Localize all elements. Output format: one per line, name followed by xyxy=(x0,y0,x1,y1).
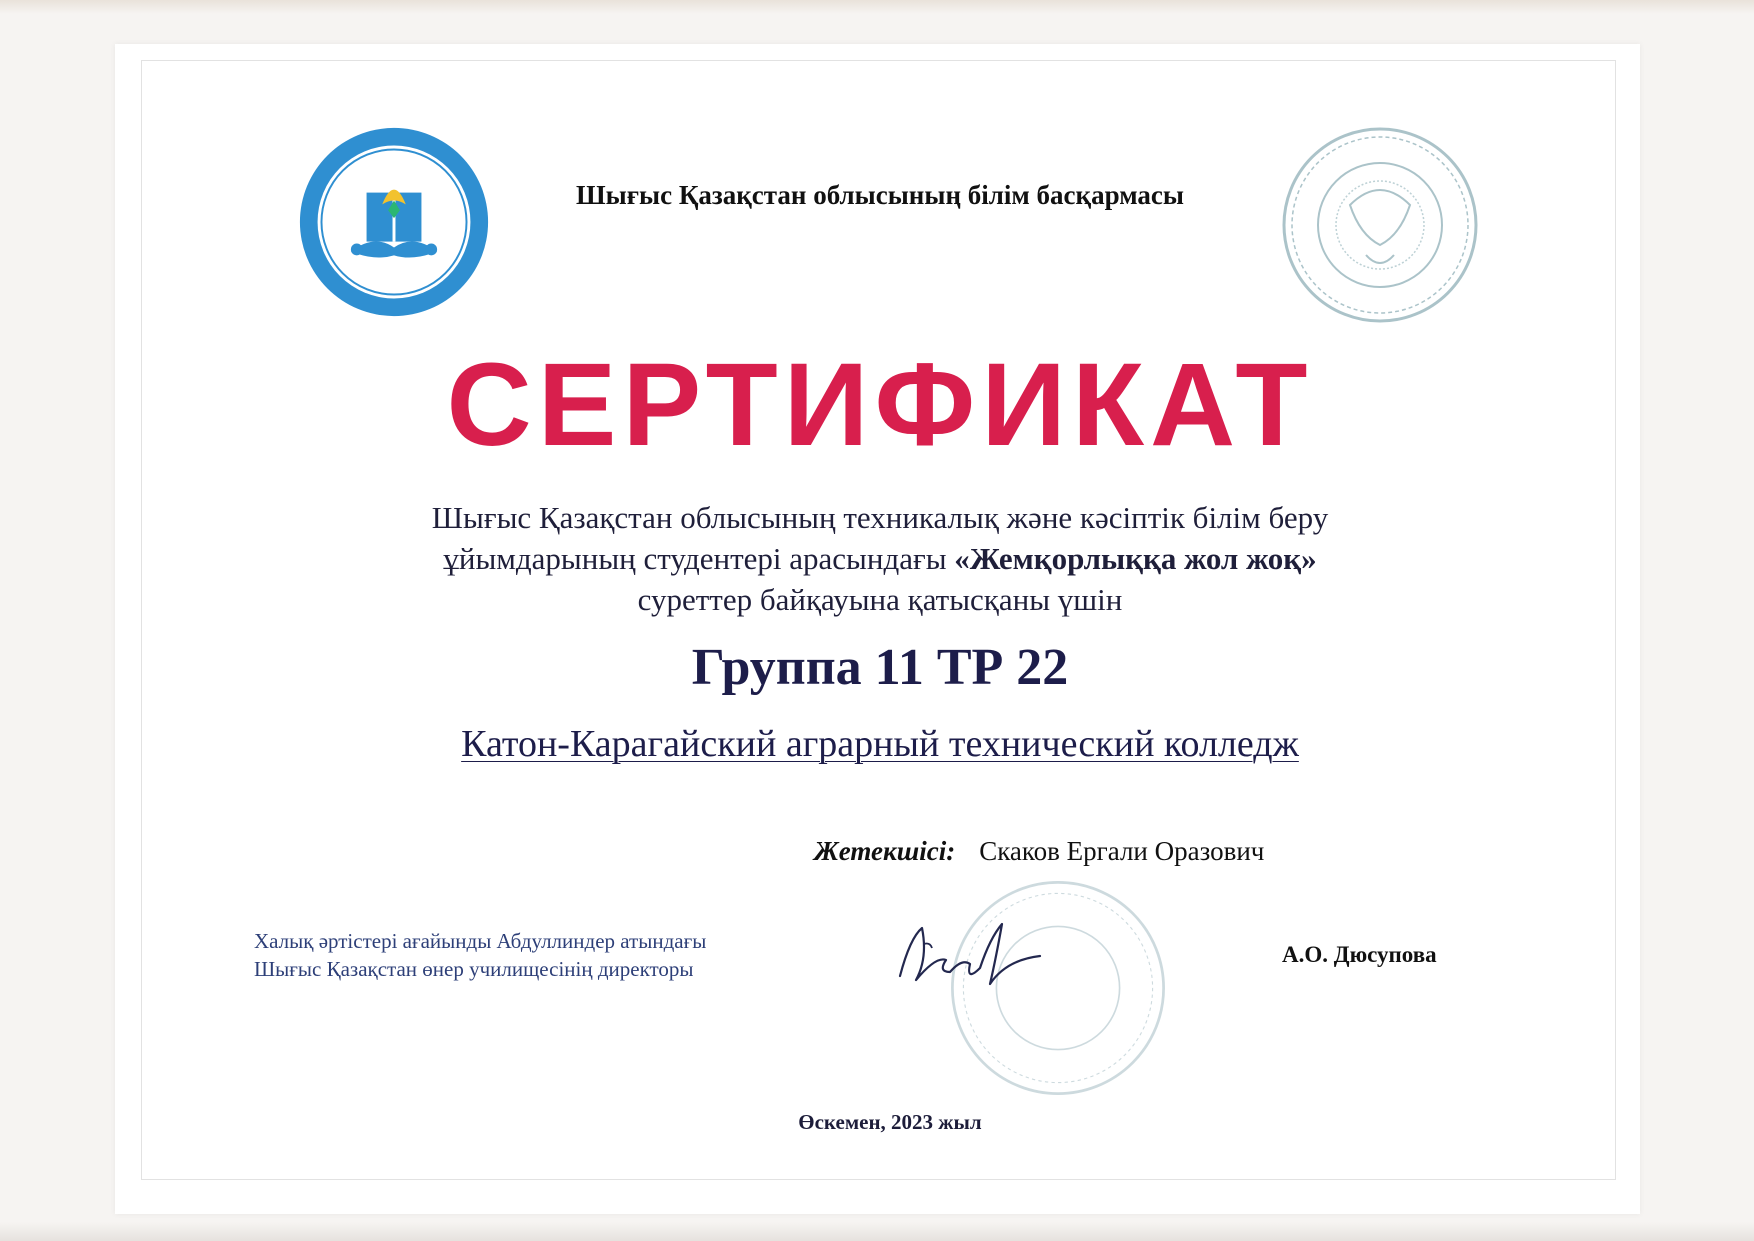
body-line-2-prefix: ұйымдарының студентері арасындағы xyxy=(443,540,955,576)
issuer-header: Шығыс Қазақстан облысының білім басқармасы xyxy=(576,180,1184,210)
certificate-body xyxy=(300,498,1460,621)
director-title-line-1: Халық әртістері ағайынды Абдуллиндер атындағы xyxy=(254,929,707,953)
director-name: А.О. Дюсупова xyxy=(1282,942,1437,967)
supervisor-name: Скаков Ергали Оразович xyxy=(979,836,1265,866)
director-title-line-2: Шығыс Қазақстан өнер училищесінің директоры xyxy=(254,957,694,982)
round-seal-stamp-icon xyxy=(1280,125,1480,325)
place-and-year: Өскемен, 2023 жыл xyxy=(798,1110,982,1134)
body-line-1: Шығыс Қазақстан облысының техникалық және кәсіптік білім беру xyxy=(431,500,1329,535)
supervisor-line xyxy=(814,836,1264,867)
director-title xyxy=(254,927,706,984)
certificate-title: СЕРТИФИКАТ xyxy=(446,339,1314,471)
contest-name: «Жемқорлыққа жол жоқ» xyxy=(954,540,1317,576)
body-line-2 xyxy=(300,539,1460,580)
body-line-3: суреттер байқауына қатысқаны үшін xyxy=(637,581,1123,617)
photo-background-top xyxy=(0,0,1754,14)
signature-icon xyxy=(880,898,1060,1008)
photo-background-bottom xyxy=(0,1222,1754,1241)
organization-name: Катон-Карагайский аграрный технический колледж xyxy=(461,723,1299,765)
education-department-logo-icon xyxy=(296,124,492,320)
recipient-organization xyxy=(300,722,1460,766)
recipient-name: Группа 11 ТР 22 xyxy=(691,639,1069,696)
supervisor-label: Жетекшісі: xyxy=(814,836,956,866)
